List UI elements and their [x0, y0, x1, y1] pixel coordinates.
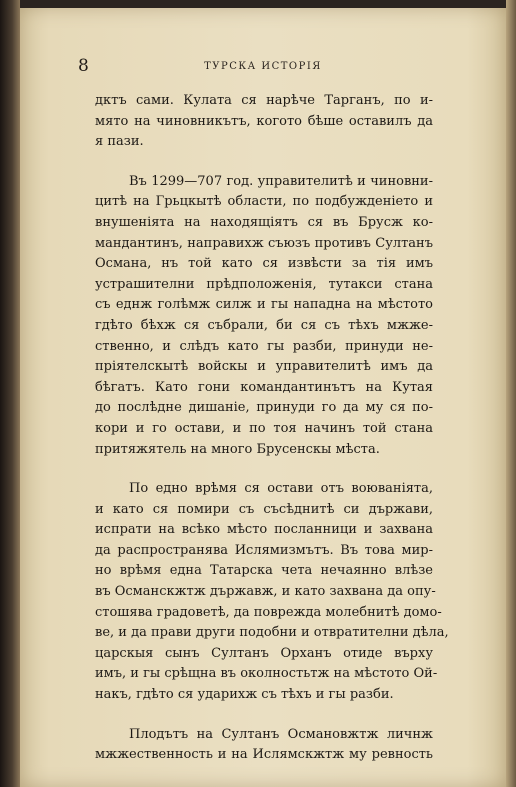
paragraph-gap: [95, 706, 433, 725]
page-header: [78, 56, 448, 80]
text-line: Османа, нъ той като ся извѣсти за тія имъ: [95, 256, 433, 272]
paragraph: [95, 725, 433, 766]
text-line: накъ, гдѣто ся ударихж съ тѣхъ и гы разби.: [95, 687, 394, 703]
text-line: стошява градоветѣ, да поврежда молебнитѣ домо-: [95, 604, 442, 620]
page-number: 8: [78, 56, 89, 76]
text-line: имъ, и гы срѣщна въ околностьтж на мѣстото Ой-: [95, 666, 438, 682]
body-text: [95, 91, 449, 766]
text-line: гдѣто бѣхж ся събрали, би ся съ тѣхъ мжже-: [95, 317, 433, 333]
paragraph: [95, 172, 433, 460]
text-line: въ Османскжтж държавж, и като захвана да опу-: [95, 584, 436, 600]
text-line: ве, и да прави други подобни и отвратителни дѣла,: [95, 625, 449, 641]
text-line: мандантинъ, направихж съюзъ противъ Султанъ: [95, 235, 433, 251]
text-line: По едно врѣмя ся остави отъ воюваніята,: [129, 481, 433, 497]
book-spine-shadow: [0, 0, 20, 787]
text-line: да распространява Ислямизмътъ. Въ това мир-: [95, 542, 433, 558]
page-edge: [506, 0, 516, 787]
text-line: кори и го остави, и по тоя начинъ той стана: [95, 420, 433, 436]
text-line: устрашителни прѣдположенія, тутакси стана: [95, 276, 433, 292]
text-line: и като ся помири съ съсѣднитѣ си държави,: [95, 501, 433, 517]
running-title: ТУРСКА ИСТОРІЯ: [204, 61, 322, 72]
text-line: мято на чиновникътъ, когото бѣше оставилъ да: [95, 113, 433, 129]
text-line: бѣгатъ. Като гони командантинътъ на Кутая: [95, 379, 433, 395]
paragraph: [95, 91, 433, 153]
paragraph-gap: [95, 460, 433, 479]
paragraph-gap: [95, 153, 433, 172]
text-line: пріятелскытѣ войскы и управителитѣ имъ да: [95, 359, 433, 375]
text-line: испрати на всѣко мѣсто посланници и захвана: [95, 522, 433, 538]
text-line: цитѣ на Грьцкытѣ области, по подбужденіето и: [95, 194, 433, 210]
text-line: внушеніята на находящіятъ ся въ Брусж ко-: [95, 214, 433, 230]
text-line: ственно, и слѣдъ като гы разби, принуди не-: [95, 338, 433, 354]
text-line: но врѣмя една Татарска чета нечаянно влѣзе: [95, 563, 433, 579]
text-line: съ еднж голѣмж силж и гы нападна на мѣстото: [95, 297, 433, 313]
paragraph: [95, 479, 449, 706]
text-line: царскыя сынъ Султанъ Орханъ отиде върху: [95, 645, 433, 661]
text-line: мжжественность и на Ислямскжтж му ревность: [95, 747, 433, 763]
text-line: Плодътъ на Султанъ Османовжтж личнж: [129, 726, 433, 742]
text-line: притяжятель на много Брусенскы мѣста.: [95, 441, 380, 457]
text-line: до послѣдне дишаніе, принуди го да му ся по-: [95, 400, 433, 416]
text-line: Въ 1299—707 год. управителитѣ и чиновни-: [129, 173, 433, 189]
text-line: я пази.: [95, 134, 144, 150]
text-line: дктъ сами. Кулата ся нарѣче Тарганъ, по и-: [95, 93, 433, 108]
